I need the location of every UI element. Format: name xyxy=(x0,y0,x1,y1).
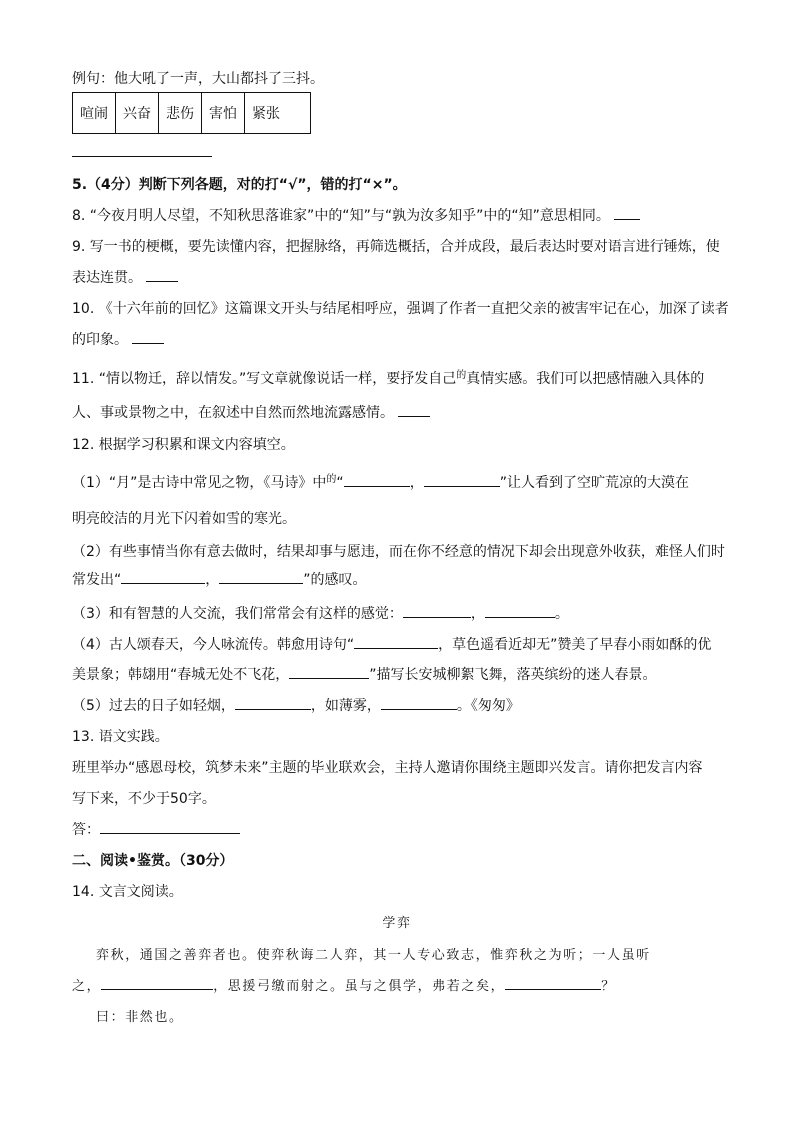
passage-text: 之， xyxy=(72,979,102,994)
question-11-line-2 xyxy=(72,402,430,422)
question-12-4-text-2-end: ”描写长安城柳絮飞舞，落英缤纷的迷人春景。 xyxy=(369,667,657,683)
word-cell: 喧闹 xyxy=(73,93,116,134)
question-5-heading: 5.（4分）判断下列各题，对的打“√”，错的打“×”。 xyxy=(72,177,407,193)
question-12-3-text: （3）和有智慧的人交流，我们常常会有这样的感觉： xyxy=(72,606,403,622)
comma: ， xyxy=(205,572,220,588)
passage-line-3: 曰：非然也。 xyxy=(96,1010,184,1025)
question-12-3 xyxy=(72,603,569,623)
question-8 xyxy=(72,205,640,225)
question-10-line-1: 10. 《十六年前的回忆》这篇课文开头与结尾相呼应，强调了作者一直把父亲的被害牢记在心，加深了读者 xyxy=(72,301,729,317)
word-cell: 害怕 xyxy=(202,93,245,134)
question-12-2-line-1: （2）有些事情当你有意去做时，结果却事与愿违，而在你不经意的情况下却会出现意外收获，难怪人们时 xyxy=(72,544,725,560)
comma: ， xyxy=(409,475,424,491)
answer-blank[interactable] xyxy=(146,267,178,282)
answer-blank[interactable] xyxy=(505,975,601,990)
question-10-line-2 xyxy=(72,329,164,349)
question-13-line-2: 写下来，不少于50字。 xyxy=(72,791,216,807)
question-8-text: 8. “今夜月明人尽望，不知秋思落谁家”中的“知”与“孰为汝多知乎”中的“知”意思相同。 xyxy=(72,208,610,224)
word-cell: 悲伤 xyxy=(159,93,202,134)
question-12-1-de: 的 xyxy=(326,474,337,485)
question-9-line-1: 9. 写一书的梗概，要先读懂内容，把握脉络，再筛选概括，合并成段，最后表达时要对语言进行锤炼，使 xyxy=(72,239,720,255)
answer-blank[interactable] xyxy=(235,695,311,710)
answer-blank[interactable] xyxy=(398,402,430,417)
question-13: 13. 语文实践。 xyxy=(72,729,169,745)
passage-text-end: ？ xyxy=(601,979,616,994)
answer-row xyxy=(72,819,240,839)
question-12-4-text-2: 美景象；韩翃用“春城无处不飞花， xyxy=(72,667,290,683)
question-14: 14. 文言文阅读。 xyxy=(72,884,183,900)
question-12-1-line-2: 明亮皎洁的月光下闪着如雪的寒光。 xyxy=(72,511,296,527)
answer-blank[interactable] xyxy=(121,569,205,584)
answer-blank[interactable] xyxy=(344,472,410,487)
question-12-5 xyxy=(72,695,520,715)
question-12-5-text-mid: ，如薄雾， xyxy=(310,698,381,714)
answer-blank[interactable] xyxy=(403,603,471,618)
answer-line xyxy=(72,156,212,157)
question-12-5-text-end: 。《匆匆》 xyxy=(456,698,520,714)
answer-blank[interactable] xyxy=(354,634,438,649)
question-10-text: 的印象。 xyxy=(72,332,128,348)
question-9-line-2 xyxy=(72,267,178,287)
period: 。 xyxy=(554,606,569,622)
answer-field[interactable] xyxy=(100,819,240,834)
passage-line-2 xyxy=(72,975,616,994)
word-cell: 紧张 xyxy=(245,93,311,134)
answer-blank[interactable] xyxy=(485,603,555,618)
question-9-text: 表达连贯。 xyxy=(72,270,142,286)
question-12-4-text: （4）古人颂春天，今人咏流传。韩愈用诗句“ xyxy=(72,637,355,653)
question-12-1-text: （1）“月”是古诗中常见之物，《马诗》中 xyxy=(72,475,327,491)
comma: ， xyxy=(470,606,485,622)
question-12-1-line-1 xyxy=(72,472,689,492)
question-11-text: 人、事或景物之中，在叙述中自然而然地流露感情。 xyxy=(72,405,394,421)
question-12-2-text: 常发出“ xyxy=(72,572,122,588)
answer-blank[interactable] xyxy=(219,569,303,584)
question-12-4-line-1 xyxy=(72,634,711,654)
answer-blank[interactable] xyxy=(101,975,213,990)
question-12: 12. 根据学习积累和课文内容填空。 xyxy=(72,437,295,453)
question-12-5-text: （5）过去的日子如轻烟， xyxy=(72,698,235,714)
answer-blank[interactable] xyxy=(381,695,457,710)
question-12-4-line-2 xyxy=(72,664,657,684)
answer-blank[interactable] xyxy=(424,472,500,487)
question-12-2-text-end: ”的感叹。 xyxy=(303,572,367,588)
example-sentence: 例句：他大吼了一声，大山都抖了三抖。 xyxy=(72,71,324,87)
passage-line-1: 弈秋，通国之善弈者也。使弈秋诲二人弈，其一人专心致志，惟弈秋之为听；一人虽听 xyxy=(96,948,651,963)
answer-blank[interactable] xyxy=(289,664,369,679)
section-2-heading: 二、阅读•鉴赏。（30分） xyxy=(72,853,234,869)
word-cell: 兴奋 xyxy=(116,93,159,134)
question-11-de: 的 xyxy=(456,370,467,381)
answer-blank[interactable] xyxy=(132,329,164,344)
passage-text-mid: ，思援弓缴而射之。虽与之俱学，弗若之矣， xyxy=(213,979,506,994)
passage-title: 学弈 xyxy=(382,916,412,931)
question-12-2-line-2 xyxy=(72,569,367,589)
answer-label: 答： xyxy=(72,822,100,838)
question-11-line-1 xyxy=(72,368,704,388)
open-quote: “ xyxy=(336,475,344,491)
question-13-line-1: 班里举办“感恩母校，筑梦未来”主题的毕业联欢会，主持人邀请你围绕主题即兴发言。请你把发言内容 xyxy=(72,760,703,776)
question-11-text-b: 真情实感。我们可以把感情融入具体的 xyxy=(466,371,705,387)
question-11-text-a: 11. “情以物迁，辞以情发。”写文章就像说话一样，要抒发自己 xyxy=(72,371,457,387)
question-12-4-text-end: ，草色遥看近却无”赞美了早春小雨如酥的优 xyxy=(438,637,712,653)
word-choice-table xyxy=(72,92,311,134)
question-12-1-text-end: ”让人看到了空旷荒凉的大漠在 xyxy=(499,475,689,491)
answer-blank[interactable] xyxy=(614,205,640,220)
